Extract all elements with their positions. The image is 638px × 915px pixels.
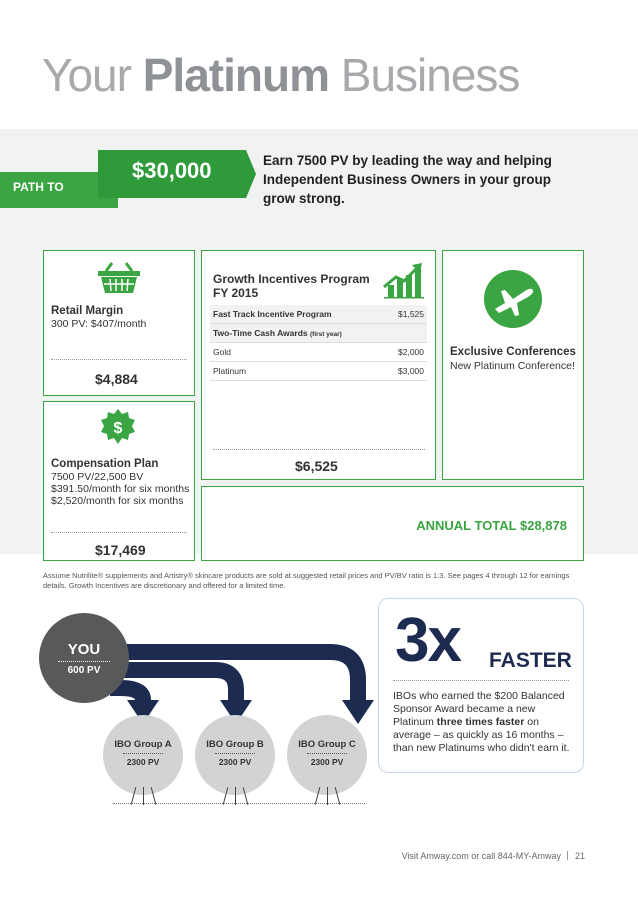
comp-line2: $391.50/month for six months xyxy=(51,483,190,495)
faster-word: FASTER xyxy=(489,649,572,672)
basket-icon xyxy=(96,259,142,295)
faster-big: 3x xyxy=(395,606,460,675)
growth-incentives-box xyxy=(201,250,436,480)
group-circle-a xyxy=(103,715,183,795)
retail-margin-box xyxy=(43,250,195,396)
divider xyxy=(215,753,255,754)
faster-text: IBOs who earned the $200 Balanced Sponsor Award became a new Platinum three times faster on average – as quickly as 16 months – than new Platinums who didn't earn it. xyxy=(393,690,570,754)
table-row xyxy=(210,362,427,381)
footer-text[interactable]: Visit Amway.com or call 844-MY-Amway xyxy=(401,851,561,861)
row-label: Platinum xyxy=(210,362,385,381)
divider xyxy=(393,680,569,681)
disclaimer: Assume Nutrilite® supplements and Artistry® skincare products are sold at suggested retail prices and PV/BV ratio is 1:3. See pages 4 through 12 for earnings details. Growth Incentives are discretionary and offered for a limited time. xyxy=(43,571,570,590)
annual-total-box xyxy=(201,486,584,561)
comp-total: $17,469 xyxy=(95,542,146,558)
group-pv: 2300 PV xyxy=(310,757,344,767)
you-circle xyxy=(39,613,129,703)
growth-title-1: Growth Incentives Program xyxy=(213,272,370,286)
group-name: IBO Group B xyxy=(206,739,264,750)
retail-total: $4,884 xyxy=(95,371,138,387)
growth-chart-icon xyxy=(382,263,426,299)
downline-divider xyxy=(113,803,365,804)
group-name: IBO Group C xyxy=(298,739,356,750)
growth-title-2: FY 2015 xyxy=(213,286,259,300)
divider xyxy=(213,449,425,450)
divider xyxy=(58,661,110,662)
row-value: $1,525 xyxy=(385,305,427,324)
group-circle-b xyxy=(195,715,275,795)
path-to-amount: $30,000 xyxy=(132,158,212,183)
group-name: IBO Group A xyxy=(114,739,172,750)
row-label: Fast Track Incentive Program xyxy=(210,305,385,324)
divider xyxy=(123,753,163,754)
group-pv: 2300 PV xyxy=(218,757,252,767)
conf-title: Exclusive Conferences xyxy=(450,346,576,358)
faster-box xyxy=(378,598,584,773)
group-circle-c xyxy=(287,715,367,795)
row-value: $2,000 xyxy=(385,343,427,362)
compensation-box xyxy=(43,401,195,561)
growth-total: $6,525 xyxy=(295,458,338,474)
page-title: Your Platinum Business xyxy=(42,49,520,101)
row-value xyxy=(385,324,427,343)
conf-detail: New Platinum Conference! xyxy=(450,360,575,372)
table-row xyxy=(210,305,427,324)
comp-title: Compensation Plan xyxy=(51,458,159,470)
divider xyxy=(51,359,187,360)
svg-text:$: $ xyxy=(113,420,123,437)
table-row xyxy=(210,324,427,343)
group-pv: 2300 PV xyxy=(126,757,160,767)
row-value: $3,000 xyxy=(385,362,427,381)
airplane-icon xyxy=(483,269,543,329)
retail-title: Retail Margin xyxy=(51,305,124,317)
comp-line1: 7500 PV/22,500 BV xyxy=(51,471,144,483)
row-label: Two-Time Cash Awards (first year) xyxy=(210,324,385,343)
growth-table xyxy=(210,305,427,381)
retail-detail: 300 PV: $407/month xyxy=(51,318,147,330)
divider xyxy=(567,851,568,860)
dollar-badge-icon xyxy=(100,409,136,445)
comp-line3: $2,520/month for six months xyxy=(51,495,184,507)
divider xyxy=(307,753,347,754)
row-label: Gold xyxy=(210,343,385,362)
footer xyxy=(402,851,585,861)
you-pv: 600 PV xyxy=(67,665,101,676)
page-number: 21 xyxy=(574,851,585,861)
table-row xyxy=(210,343,427,362)
divider xyxy=(51,532,187,533)
you-label: YOU xyxy=(67,641,101,658)
conferences-box xyxy=(442,250,584,480)
path-to-label: PATH TO xyxy=(13,180,64,194)
annual-total: ANNUAL TOTAL $28,878 xyxy=(416,518,567,533)
headline: Earn 7500 PV by leading the way and helping Independent Business Owners in your group grow strong. xyxy=(263,153,552,206)
